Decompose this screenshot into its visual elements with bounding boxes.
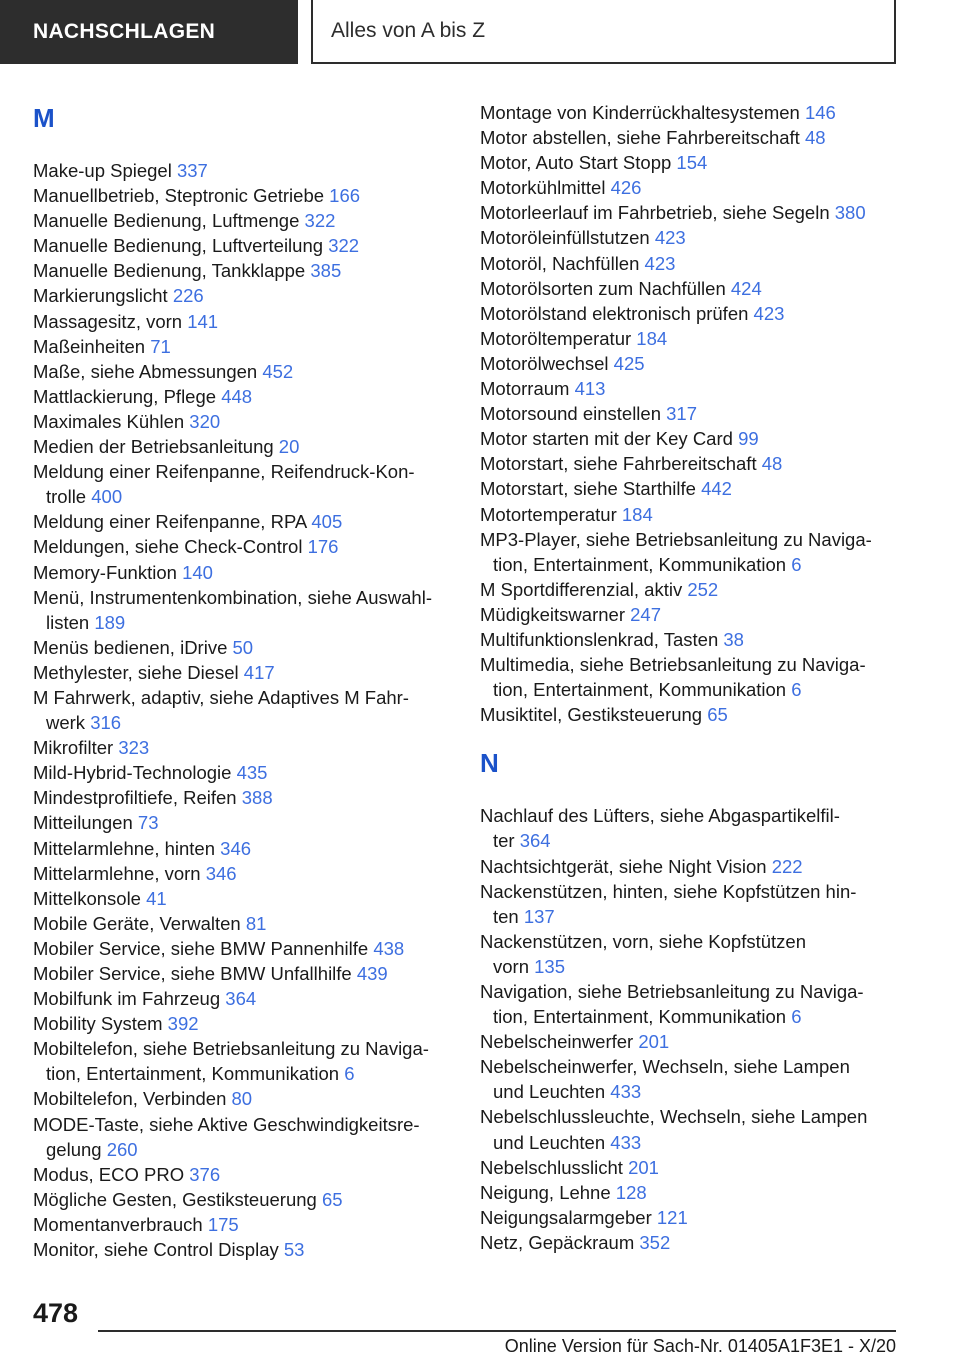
page-reference-link[interactable]: 317 xyxy=(666,403,698,425)
index-entry-text: Motorstart, siehe Fahrbereitschaft xyxy=(480,453,762,475)
index-entry-text: Mikrofilter xyxy=(33,737,119,759)
index-entry xyxy=(480,251,900,276)
page-reference-link[interactable]: 6 xyxy=(791,679,802,701)
index-entry-text: Manuellbetrieb, Steptronic Getriebe xyxy=(33,185,330,207)
page-reference-link[interactable]: 448 xyxy=(221,385,253,407)
index-entry-text: Mobility System xyxy=(33,1013,168,1035)
page-reference-link[interactable]: 337 xyxy=(176,160,208,181)
index-entry-text: Mittelarmlehne, vorn xyxy=(33,862,206,884)
page-header xyxy=(0,0,960,66)
page-reference-link[interactable]: 140 xyxy=(182,561,213,583)
index-entry-text: Nebelschlussleuchte, Wechseln, siehe Lampen xyxy=(480,1106,868,1128)
index-entry xyxy=(33,183,453,208)
page-number: 478 xyxy=(33,1298,79,1328)
index-entry xyxy=(33,911,453,936)
index-entry xyxy=(33,1011,453,1036)
index-entry-text: Menüs bedienen, iDrive xyxy=(33,636,233,658)
index-entry-text: Musiktitel, Gestiksteuerung xyxy=(480,704,708,726)
index-entry-text: Menü, Instrumentenkombination, siehe Auswahl- xyxy=(33,586,432,608)
page-reference-link[interactable]: 424 xyxy=(730,277,762,299)
index-entry xyxy=(480,175,900,200)
index-entry-text: Motorsound einstellen xyxy=(480,403,667,425)
index-entry xyxy=(33,685,453,735)
index-entry-text: und Leuchten xyxy=(493,1131,611,1153)
index-entry-text: Mobiler Service, siehe BMW Pannenhilfe xyxy=(33,937,374,959)
index-entry xyxy=(480,200,900,225)
page-reference-link[interactable]: 73 xyxy=(137,812,159,834)
index-entry xyxy=(480,602,900,627)
index-letter-m: M xyxy=(33,103,55,133)
section-tab: NACHSCHLAGEN xyxy=(0,0,298,64)
index-entries-n xyxy=(480,803,900,1255)
page-reference-link[interactable]: 400 xyxy=(91,486,123,508)
page-reference-link[interactable]: 405 xyxy=(311,511,343,533)
page-reference-link[interactable]: 433 xyxy=(610,1131,642,1153)
index-entry xyxy=(33,1162,453,1187)
index-entry xyxy=(480,1104,900,1154)
index-entry xyxy=(33,660,453,685)
page-reference-link[interactable]: 175 xyxy=(207,1213,239,1235)
index-entry-text: Mobile Geräte, Verwalten xyxy=(33,912,246,934)
index-entry xyxy=(480,1029,900,1054)
page-reference-link[interactable]: 423 xyxy=(753,302,785,324)
page-reference-link[interactable]: 166 xyxy=(329,185,361,207)
index-entry-text: Motorölstand elektronisch prüfen xyxy=(480,302,754,324)
index-entry xyxy=(480,1054,900,1104)
index-entry-text: Mobiler Service, siehe BMW Unfallhilfe xyxy=(33,963,357,984)
index-entry-text: Mittelarmlehne, hinten xyxy=(33,837,221,859)
index-entry-text: listen xyxy=(46,611,95,633)
page-reference-link[interactable]: 99 xyxy=(738,428,759,450)
index-entry xyxy=(33,459,453,509)
index-entry xyxy=(480,929,900,979)
page-reference-link[interactable]: 189 xyxy=(94,611,126,633)
index-entry xyxy=(33,509,453,534)
index-entry xyxy=(480,652,900,702)
index-entry xyxy=(33,861,453,886)
index-entry-text: Methylester, siehe Diesel xyxy=(33,661,244,683)
index-entry xyxy=(480,225,900,250)
index-entry xyxy=(480,702,900,727)
index-entry xyxy=(480,1180,900,1205)
index-entry xyxy=(480,476,900,501)
index-entry xyxy=(480,451,900,476)
index-entry xyxy=(480,1205,900,1230)
page-reference-link[interactable]: 364 xyxy=(519,830,551,852)
index-letter-n: N xyxy=(480,748,499,779)
index-entry-text: Motortemperatur xyxy=(480,503,622,525)
index-entry-text: Maximales Kühlen xyxy=(33,410,190,432)
index-entry-text: Manuelle Bedienung, Luftverteilung xyxy=(33,235,329,257)
page-reference-link[interactable]: 6 xyxy=(344,1063,355,1085)
page-reference-link[interactable]: 176 xyxy=(307,536,339,558)
index-entry xyxy=(480,150,900,175)
index-entry xyxy=(33,534,453,559)
index-entry xyxy=(480,979,900,1029)
index-entry xyxy=(33,283,453,308)
index-entry xyxy=(33,434,453,459)
page-reference-link[interactable]: 323 xyxy=(118,737,150,759)
index-entry-text: Make-up Spiegel xyxy=(33,160,177,181)
footer-divider xyxy=(98,1330,896,1332)
page-reference-link[interactable]: 452 xyxy=(262,360,294,382)
index-entry xyxy=(33,1086,453,1111)
page-reference-link[interactable]: 121 xyxy=(656,1206,688,1228)
index-entry-text: Memory-Funktion xyxy=(33,561,183,583)
index-column-left xyxy=(33,100,453,1262)
index-entry xyxy=(33,334,453,359)
index-entry xyxy=(480,401,900,426)
page-reference-link[interactable]: 6 xyxy=(791,1006,802,1028)
page-reference-link[interactable]: 201 xyxy=(628,1156,659,1178)
index-entry-text: MP3-Player, siehe Betriebsanleitung zu Naviga- xyxy=(480,528,872,550)
page-reference-link[interactable]: 146 xyxy=(804,102,836,123)
page-reference-link[interactable]: 364 xyxy=(225,988,257,1010)
index-entry xyxy=(33,961,453,986)
page-reference-link[interactable]: 442 xyxy=(701,478,732,500)
page-reference-link[interactable]: 392 xyxy=(167,1013,199,1035)
page-reference-link[interactable]: 222 xyxy=(771,855,803,877)
index-entry-text: ten xyxy=(493,905,524,927)
index-entry xyxy=(480,100,900,125)
index-entry-text: Modus, ECO PRO xyxy=(33,1163,190,1185)
index-entry-text: Motorölsorten zum Nachfüllen xyxy=(480,277,731,299)
page-reference-link[interactable]: 184 xyxy=(621,503,653,525)
index-entry xyxy=(33,635,453,660)
index-entry-text: Meldung einer Reifenpanne, RPA xyxy=(33,511,312,533)
index-entry-text: gelung xyxy=(46,1138,107,1160)
index-entry xyxy=(33,1237,453,1262)
footer-online-version: Online Version für Sach-Nr. 01405A1F3E1 - X/20 xyxy=(504,1336,896,1356)
index-entry-text: Manuelle Bedienung, Luftmenge xyxy=(33,210,305,232)
index-entry-text: tion, Entertainment, Kommunikation xyxy=(493,679,792,701)
index-entry-text: Maße, siehe Abmessungen xyxy=(33,360,263,382)
page-reference-link[interactable]: 128 xyxy=(615,1181,647,1203)
page-reference-link[interactable]: 80 xyxy=(231,1088,253,1110)
index-entry xyxy=(33,1112,453,1162)
page-reference-link[interactable]: 141 xyxy=(187,310,219,332)
index-entry xyxy=(480,879,900,929)
index-entry-text: Mindestprofiltiefe, Reifen xyxy=(33,787,242,809)
index-entry-text: Nebelschlusslicht xyxy=(480,1156,629,1178)
index-entry xyxy=(33,760,453,785)
index-entry xyxy=(33,836,453,861)
page-reference-link[interactable]: 316 xyxy=(90,712,122,734)
page-reference-link[interactable]: 423 xyxy=(644,252,676,274)
index-entry xyxy=(480,326,900,351)
index-entry-text: Motorölwechsel xyxy=(480,352,614,374)
index-entry-text: Motor starten mit der Key Card xyxy=(480,428,739,450)
index-entry xyxy=(480,803,900,853)
index-entry-text: Mitteilungen xyxy=(33,812,138,834)
index-entry xyxy=(33,1036,453,1086)
index-entry xyxy=(480,351,900,376)
index-entry xyxy=(33,158,453,183)
index-entry-text: Mittelkonsole xyxy=(33,887,147,909)
page-reference-link[interactable]: 423 xyxy=(654,227,686,249)
index-entry-text: Meldungen, siehe Check-Control xyxy=(33,536,308,558)
index-entry-text: Montage von Kinderrückhaltesystemen xyxy=(480,102,805,123)
page-reference-link[interactable]: 71 xyxy=(150,335,171,357)
index-entry xyxy=(33,585,453,635)
index-entry xyxy=(480,1155,900,1180)
page-reference-link[interactable]: 50 xyxy=(232,636,254,658)
index-entry xyxy=(480,1230,900,1255)
index-entry-text: Mild-Hybrid-Technologie xyxy=(33,762,237,784)
index-entry-text: Meldung einer Reifenpanne, Reifendruck-Kon- xyxy=(33,461,415,483)
page-reference-link[interactable]: 425 xyxy=(613,352,645,374)
index-entry-text: Motoröltemperatur xyxy=(480,327,637,349)
index-entry xyxy=(33,986,453,1011)
index-entry xyxy=(33,785,453,810)
page-reference-link[interactable]: 81 xyxy=(245,912,267,934)
page-reference-link[interactable]: 53 xyxy=(283,1239,305,1261)
page-reference-link[interactable]: 385 xyxy=(310,260,342,282)
index-entries-m-part1 xyxy=(33,158,453,1262)
index-entry-text: Markierungslicht xyxy=(33,285,173,307)
index-entry-text: Medien der Betriebsanleitung xyxy=(33,436,279,458)
index-entry-text: tion, Entertainment, Kommunikation xyxy=(493,553,792,575)
index-entry-text: Motoröleinfüllstutzen xyxy=(480,227,655,249)
page-reference-link[interactable]: 439 xyxy=(356,963,388,984)
page-reference-link[interactable]: 413 xyxy=(574,378,606,400)
index-entry xyxy=(33,735,453,760)
index-entry-text: Nackenstützen, vorn, siehe Kopfstützen xyxy=(480,930,806,952)
index-entry xyxy=(480,426,900,451)
page-reference-link[interactable]: 48 xyxy=(804,127,826,149)
page-reference-link[interactable]: 260 xyxy=(106,1138,138,1160)
index-entry xyxy=(33,233,453,258)
index-entry-text: tion, Entertainment, Kommunikation xyxy=(46,1063,345,1085)
index-entry-text: Motor, Auto Start Stopp xyxy=(480,152,677,174)
index-entry xyxy=(33,359,453,384)
index-entry xyxy=(480,577,900,602)
index-entry-text: Neigung, Lehne xyxy=(480,1181,616,1203)
page-reference-link[interactable]: 201 xyxy=(638,1031,670,1053)
page-reference-link[interactable]: 435 xyxy=(236,762,268,784)
page-reference-link[interactable]: 20 xyxy=(278,436,300,458)
page-reference-link[interactable]: 376 xyxy=(189,1163,221,1185)
index-entry xyxy=(480,854,900,879)
page-reference-link[interactable]: 380 xyxy=(834,202,866,224)
index-entry-text: Nachlauf des Lüfters, siehe Abgaspartikelfil- xyxy=(480,805,840,827)
index-column-right xyxy=(480,100,900,1255)
page-reference-link[interactable]: 135 xyxy=(534,955,566,977)
page-reference-link[interactable]: 438 xyxy=(373,937,405,959)
index-entry-text: werk xyxy=(46,712,91,734)
page-reference-link[interactable]: 6 xyxy=(791,553,802,575)
index-entry-text: Navigation, siehe Betriebsanleitung zu Naviga- xyxy=(480,981,864,1002)
index-entry xyxy=(480,125,900,150)
index-entry xyxy=(33,936,453,961)
index-entry-text: Motor abstellen, siehe Fahrbereitschaft xyxy=(480,127,805,149)
index-entry xyxy=(33,384,453,409)
index-entry-text: Mobiltelefon, siehe Betriebsanleitung zu Naviga- xyxy=(33,1038,429,1060)
index-entry-text: Momentanverbrauch xyxy=(33,1213,208,1235)
page-reference-link[interactable]: 154 xyxy=(676,152,708,174)
index-entry-text: ter xyxy=(493,830,520,852)
page-reference-link[interactable]: 184 xyxy=(636,327,668,349)
page-reference-link[interactable]: 346 xyxy=(205,862,237,884)
page-reference-link[interactable]: 346 xyxy=(220,837,252,859)
page-reference-link[interactable]: 417 xyxy=(243,661,275,683)
index-entry-text: Monitor, siehe Control Display xyxy=(33,1239,284,1261)
index-entry-text: Massagesitz, vorn xyxy=(33,310,188,332)
page-reference-link[interactable]: 41 xyxy=(146,887,167,909)
index-entry-text: Mobiltelefon, Verbinden xyxy=(33,1088,232,1110)
index-entry-text: M Fahrwerk, adaptiv, siehe Adaptives M Fahr- xyxy=(33,686,409,708)
page-reference-link[interactable]: 226 xyxy=(172,285,204,307)
page-reference-link[interactable]: 320 xyxy=(189,410,221,432)
index-entry-text: Maßeinheiten xyxy=(33,335,151,357)
index-entry xyxy=(33,258,453,283)
index-entry-text: Nackenstützen, hinten, siehe Kopfstützen hin- xyxy=(480,880,857,902)
index-entry-text: Nachtsichtgerät, siehe Night Vision xyxy=(480,855,772,877)
page-reference-link[interactable]: 65 xyxy=(321,1188,343,1210)
index-entry xyxy=(480,301,900,326)
page-reference-link[interactable]: 247 xyxy=(630,603,661,625)
index-entry xyxy=(33,810,453,835)
index-entry xyxy=(480,627,900,652)
index-entry xyxy=(33,1187,453,1212)
page-reference-link[interactable]: 322 xyxy=(304,210,336,232)
index-entry-text: Motoröl, Nachfüllen xyxy=(480,252,645,274)
index-entry-text: Nebelscheinwerfer, Wechseln, siehe Lampen xyxy=(480,1056,850,1078)
section-title: Alles von A bis Z xyxy=(311,0,896,64)
index-entry-text: Mattlackierung, Pflege xyxy=(33,385,222,407)
index-entry-text: Motorstart, siehe Starthilfe xyxy=(480,478,702,500)
index-entry-text: trolle xyxy=(46,486,92,508)
page-reference-link[interactable]: 426 xyxy=(610,177,642,199)
index-entry xyxy=(33,1212,453,1237)
index-entry-text: Motorkühlmittel xyxy=(480,177,611,199)
index-entry xyxy=(480,527,900,577)
page-reference-link[interactable]: 252 xyxy=(687,578,719,600)
page-reference-link[interactable]: 352 xyxy=(639,1231,671,1253)
index-entry xyxy=(33,309,453,334)
index-entry-text: M Sportdifferenzial, aktiv xyxy=(480,578,688,600)
index-entry-text: Nebelscheinwerfer xyxy=(480,1031,639,1053)
page-reference-link[interactable]: 388 xyxy=(241,787,273,809)
index-entry xyxy=(33,409,453,434)
index-entry-text: Motorraum xyxy=(480,378,575,400)
index-entry xyxy=(33,886,453,911)
index-entry-text: Manuelle Bedienung, Tankklappe xyxy=(33,260,311,282)
index-entry-text: Mobilfunk im Fahrzeug xyxy=(33,988,226,1010)
index-entry-text: tion, Entertainment, Kommunikation xyxy=(493,1006,792,1028)
index-entry-text: MODE-Taste, siehe Aktive Geschwindigkeitsre- xyxy=(33,1113,420,1135)
index-entry-text: und Leuchten xyxy=(493,1081,611,1103)
index-entries-m-part2 xyxy=(480,100,900,727)
index-entry xyxy=(480,276,900,301)
index-entry xyxy=(33,208,453,233)
index-entry-text: Neigungsalarmgeber xyxy=(480,1206,657,1228)
page-reference-link[interactable]: 38 xyxy=(723,628,744,650)
page-reference-link[interactable]: 65 xyxy=(707,704,728,726)
page-reference-link[interactable]: 137 xyxy=(523,905,555,927)
index-entry-text: Müdigkeitswarner xyxy=(480,603,631,625)
index-entry-text: Motorleerlauf im Fahrbetrieb, siehe Segeln xyxy=(480,202,835,224)
index-entry xyxy=(480,502,900,527)
index-entry-text: Mögliche Gesten, Gestiksteuerung xyxy=(33,1188,322,1210)
page-reference-link[interactable]: 322 xyxy=(328,235,360,257)
index-entry xyxy=(480,376,900,401)
index-entry-text: Netz, Gepäckraum xyxy=(480,1231,640,1253)
index-entry-text: Multimedia, siehe Betriebsanleitung zu Naviga- xyxy=(480,654,866,676)
index-entry-text: vorn xyxy=(493,955,535,977)
page-reference-link[interactable]: 48 xyxy=(761,453,783,475)
index-entry xyxy=(33,560,453,585)
page-reference-link[interactable]: 433 xyxy=(610,1081,642,1103)
index-entry-text: Multifunktionslenkrad, Tasten xyxy=(480,628,724,650)
